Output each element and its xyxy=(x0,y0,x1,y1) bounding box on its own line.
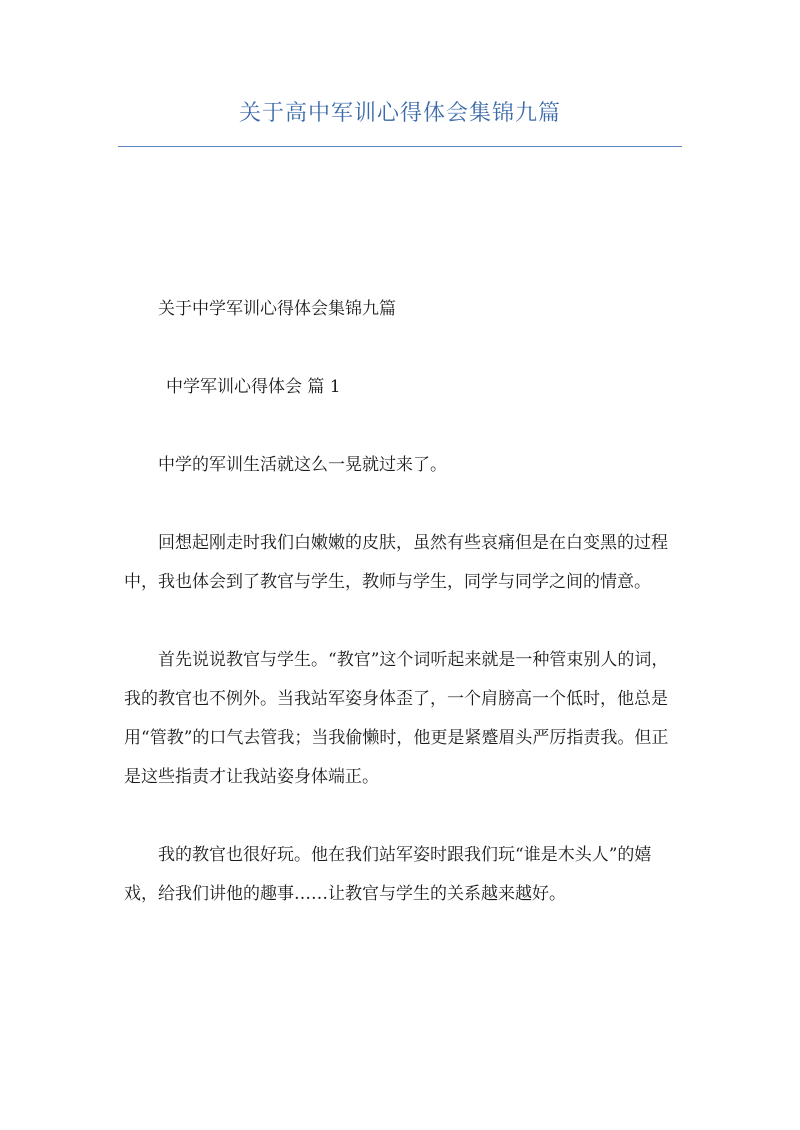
paragraph-4: 我的教官也很好玩。他在我们站军姿时跟我们玩“谁是木头人”的嬉戏，给我们讲他的趣事……让教官与学生的关系越来越好。 xyxy=(124,845,652,904)
section-heading: 中学军训心得体会 篇 1 xyxy=(166,377,341,397)
paragraph-1: 中学的军训生活就这么一晃就过来了。 xyxy=(158,455,447,475)
article-title: 关于中学军训心得体会集锦九篇 xyxy=(158,299,396,319)
paragraph-3: 首先说说教官与学生。“教官”这个词听起来就是一种管束别人的词，我的教官也不例外。当我站军姿身体歪了，一个肩膀高一个低时，他总是用“管教”的口气去管我；当我偷懒时，他更是紧蹙眉头严厉指责我。但正是这些指责才让我站姿身体端正。 xyxy=(124,650,669,787)
page-header-title: 关于高中军训心得体会集锦九篇 xyxy=(238,101,561,126)
paragraph-2: 回想起刚走时我们白嫩嫩的皮肤，虽然有些哀痛但是在白变黑的过程中，我也体会到了教官与学生，教师与学生，同学与同学之间的情意。 xyxy=(124,533,668,592)
article-body xyxy=(124,290,680,953)
header-divider xyxy=(118,146,682,147)
